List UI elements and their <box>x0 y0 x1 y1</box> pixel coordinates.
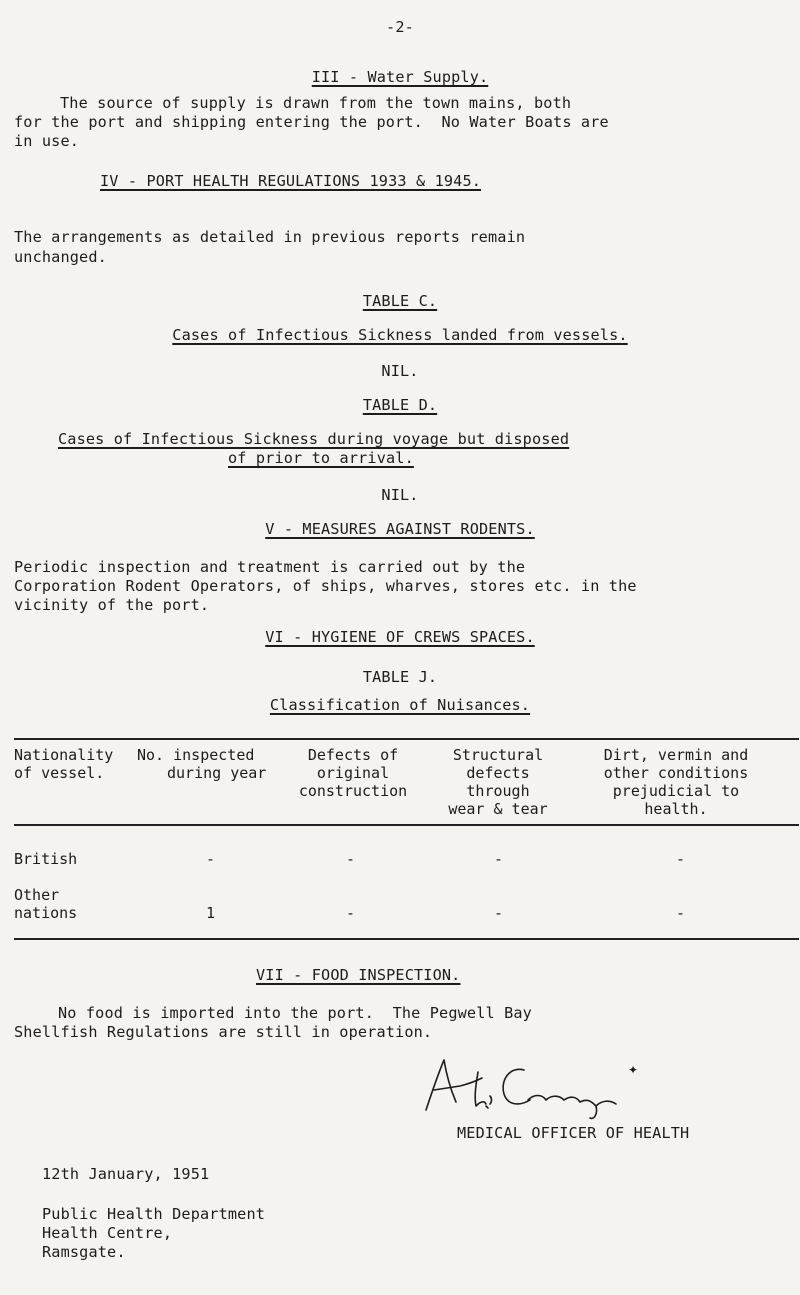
section-3-para-line-1: The source of supply is drawn from the town mains, both <box>60 94 572 112</box>
col-header-dirt-line-4: health. <box>644 800 708 818</box>
address-line-3: Ramsgate. <box>42 1243 126 1261</box>
col-header-structural-line-4: wear & tear <box>448 800 548 818</box>
row-other-defects: - <box>346 904 356 922</box>
row-other-nationality-line-1: Other <box>14 886 60 904</box>
section-7-para-line-2: Shellfish Regulations are still in operation. <box>14 1023 433 1041</box>
col-header-defects-line-2: original <box>316 764 390 782</box>
row-british-dirt: - <box>676 850 686 868</box>
col-header-dirt <box>592 746 760 818</box>
table-d-title: TABLE D. <box>362 396 438 414</box>
page-number: -2- <box>386 18 414 36</box>
address-line-2: Health Centre, <box>42 1224 173 1242</box>
table-j-header-rule <box>14 824 799 826</box>
col-header-nationality-line-2: of vessel. <box>14 764 105 782</box>
row-british-structural: - <box>494 850 504 868</box>
section-6-heading: VI - HYGIENE OF CREWS SPACES. <box>265 628 535 646</box>
col-header-dirt-line-1: Dirt, vermin and <box>603 746 749 764</box>
col-header-nationality-line-1: Nationality <box>14 746 114 764</box>
col-header-structural-line-1: Structural <box>452 746 544 764</box>
row-other-structural: - <box>494 904 504 922</box>
col-header-defects <box>278 746 428 800</box>
col-header-dirt-line-3: prejudicial to <box>612 782 740 800</box>
section-7-heading: VII - FOOD INSPECTION. <box>256 966 461 984</box>
section-4-para-line-2: unchanged. <box>14 248 107 266</box>
col-header-structural-line-2: defects <box>466 764 530 782</box>
section-5-heading: V - MEASURES AGAINST RODENTS. <box>265 520 535 538</box>
table-j-bottom-rule <box>14 938 799 940</box>
document-date: 12th January, 1951 <box>42 1165 210 1183</box>
table-j-top-rule <box>14 738 799 740</box>
table-d-value: NIL. <box>381 486 419 504</box>
col-header-structural-line-3: through <box>466 782 530 800</box>
section-3-para-line-3: in use. <box>14 132 80 150</box>
section-7-para-line-1: No food is imported into the port. The Pegwell Bay <box>58 1004 532 1022</box>
table-d-subtitle-line-2: of prior to arrival. <box>228 449 414 467</box>
col-header-dirt-line-2: other conditions <box>603 764 749 782</box>
col-header-inspected-line-1: No. inspected <box>137 746 255 764</box>
section-4-heading: IV - PORT HEALTH REGULATIONS 1933 & 1945. <box>100 172 482 190</box>
address-line-1: Public Health Department <box>42 1205 266 1223</box>
col-header-structural <box>438 746 558 818</box>
col-header-nationality <box>14 746 113 782</box>
col-header-inspected-line-2: during year <box>167 764 267 782</box>
section-3-heading: III - Water Supply. <box>311 68 489 86</box>
row-other-dirt: - <box>676 904 686 922</box>
table-c-title: TABLE C. <box>362 292 438 310</box>
section-5-para-line-3: vicinity of the port. <box>14 596 210 614</box>
table-j-title: TABLE J. <box>362 668 438 686</box>
table-j-subtitle: Classification of Nuisances. <box>269 696 531 714</box>
row-other-inspected: 1 <box>206 904 216 922</box>
section-3-para-line-2: for the port and shipping entering the port. No Water Boats are <box>14 113 609 131</box>
row-british-inspected: - <box>206 850 216 868</box>
section-4-para-line-1: The arrangements as detailed in previous reports remain <box>14 228 526 246</box>
col-header-defects-line-3: construction <box>298 782 408 800</box>
table-c-value: NIL. <box>381 362 419 380</box>
row-british-defects: - <box>346 850 356 868</box>
handwritten-signature <box>420 1052 720 1122</box>
signatory-title: MEDICAL OFFICER OF HEALTH <box>457 1124 690 1142</box>
table-c-subtitle: Cases of Infectious Sickness landed from vessels. <box>172 326 628 344</box>
svg-text:✦: ✦ <box>628 1063 639 1077</box>
section-5-para-line-1: Periodic inspection and treatment is carried out by the <box>14 558 526 576</box>
row-other-nationality-line-2: nations <box>14 904 78 922</box>
table-d-subtitle-line-1: Cases of Infectious Sickness during voyage but disposed <box>58 430 570 448</box>
col-header-inspected <box>137 746 266 782</box>
row-other-nationality <box>14 886 77 922</box>
col-header-defects-line-1: Defects of <box>307 746 399 764</box>
row-british-nationality: British <box>14 850 78 868</box>
section-5-para-line-2: Corporation Rodent Operators, of ships, wharves, stores etc. in the <box>14 577 637 595</box>
